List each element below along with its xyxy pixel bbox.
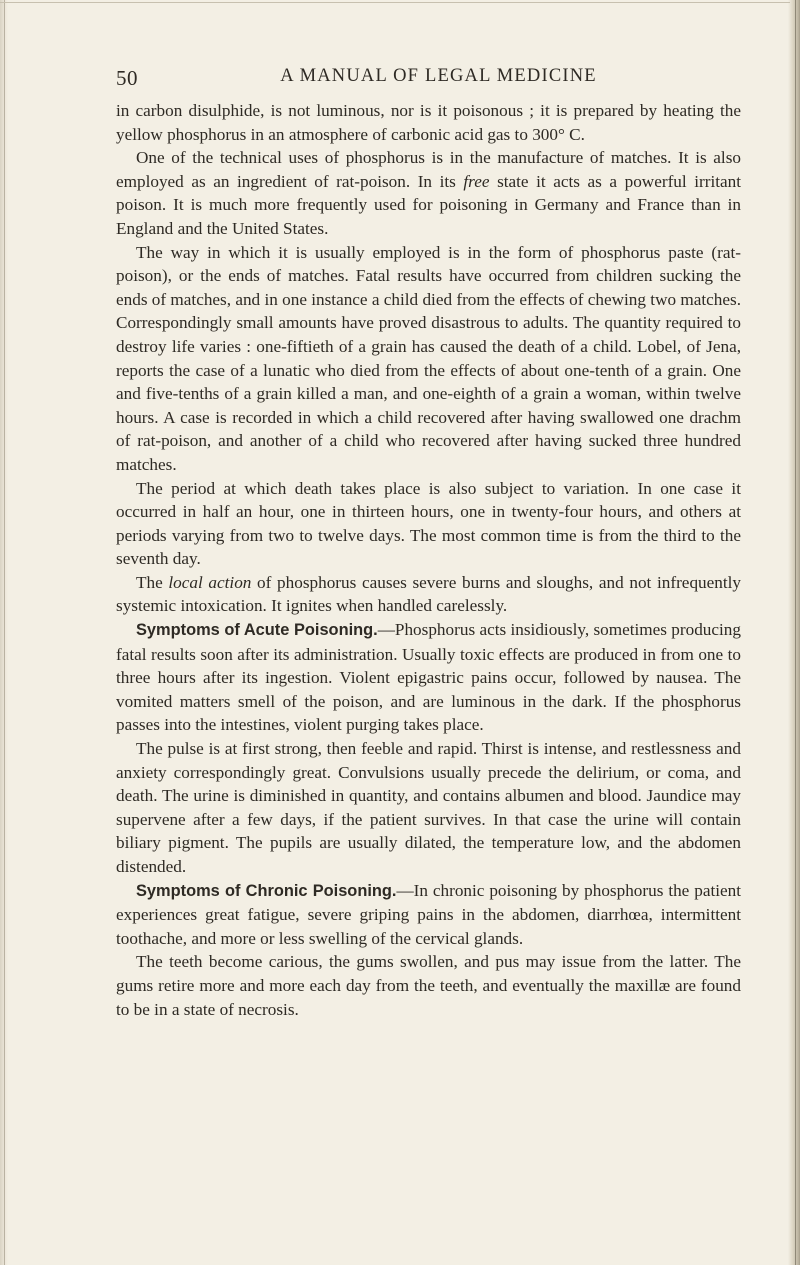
paragraph-pulse: The pulse is at first strong, then feeble and rapid. Thirst is intense, and restlessness and anxiety correspondingly great. Convulsions usually precede the delirium, or coma, and death. The urine is diminished in quantity, and contains albumen and blood. Jaundice may supervene after a few days, if the patient survives. In that case the urine will contain biliary pigment. The pupils are usually dilated, the temperature low, and the abdomen distended.: [116, 739, 741, 876]
paragraph-local-action: The local action of phosphorus causes severe burns and sloughs, and not infrequently systemic intoxication. It ignites when handled carelessly.: [116, 572, 741, 616]
emphasis-local-action: local action: [168, 572, 252, 592]
page-right-edge: [788, 0, 800, 1265]
top-edge-line: [0, 2, 790, 3]
body-text: [116, 99, 741, 1021]
heading-chronic-poisoning: Symptoms of Chronic Poisoning.: [136, 881, 397, 900]
paragraph-usage-form: The way in which it is usually employed is in the form of phosphorus paste (rat-poison), or the ends of matches. Fatal results have occurred from children sucking the ends of matches, and in one instance a child died from the effects of chewing two matches. Correspondingly small amounts have proved disastrous to adults. The quantity required to destroy life varies : one-fiftieth of a grain has caused the death of a child. Lobel, of Jena, reports the case of a lunatic who died from the effects of about one-tenth of a grain. One and five-tenths of a grain killed a man, and one-eighth of a grain a woman, within twelve hours. A case is recorded in which a child recovered after having swallowed one drachm of rat-poison, and another of a child who recovered after having sucked three hundred matches.: [116, 242, 741, 474]
paragraph-chronic-poisoning: Symptoms of Chronic Poisoning.—In chronic poisoning by phosphorus the patient experiences great fatigue, severe griping pains in the abdomen, diarrhœa, intermittent toothache, and more or less swelling of the cervical glands.: [116, 880, 741, 948]
heading-acute-poisoning: Symptoms of Acute Poisoning.: [136, 621, 378, 640]
emphasis-free: free: [463, 171, 490, 191]
paragraph-technical-uses: One of the technical uses of phosphorus is in the manufacture of matches. It is also employed as an ingredient of rat-poison. In its free state it acts as a powerful irritant poison. It is much more frequently used for poisoning in Germany and France than in England and the United States.: [116, 148, 742, 238]
paragraph-teeth: The teeth become carious, the gums swollen, and pus may issue from the latter. The gums retire more and more each day from the teeth, and eventually the maxillæ are found to be in a state of necrosis.: [116, 952, 741, 1019]
paragraph-acute-poisoning: Symptoms of Acute Poisoning.—Phosphorus acts insidiously, sometimes producing fatal results soon after its administration. Usually toxic effects are produced in from one to three hours after its ingestion. Violent epigastric pains occur, followed by nausea. The vomited matters smell of the poison, and are luminous in the dark. If the phosphorus passes into the intestines, violent purging takes place.: [116, 620, 741, 735]
paragraph-death-period: The period at which death takes place is also subject to variation. In one case it occurred in half an hour, one in thirteen hours, one in twenty-four hours, and others at periods varying from two to twelve days. The most common time is from the third to the seventh day.: [116, 478, 741, 569]
page-header: [116, 66, 741, 92]
page-number: 50: [116, 66, 138, 90]
page-left-edge: [0, 0, 8, 1265]
paragraph-continuation: in carbon disulphide, is not luminous, nor is it poisonous ; it is prepared by heating the yellow phosphorus in an atmosphere of carbonic acid gas to 300° C.: [116, 101, 741, 144]
running-head: A MANUAL OF LEGAL MEDICINE: [280, 66, 597, 86]
